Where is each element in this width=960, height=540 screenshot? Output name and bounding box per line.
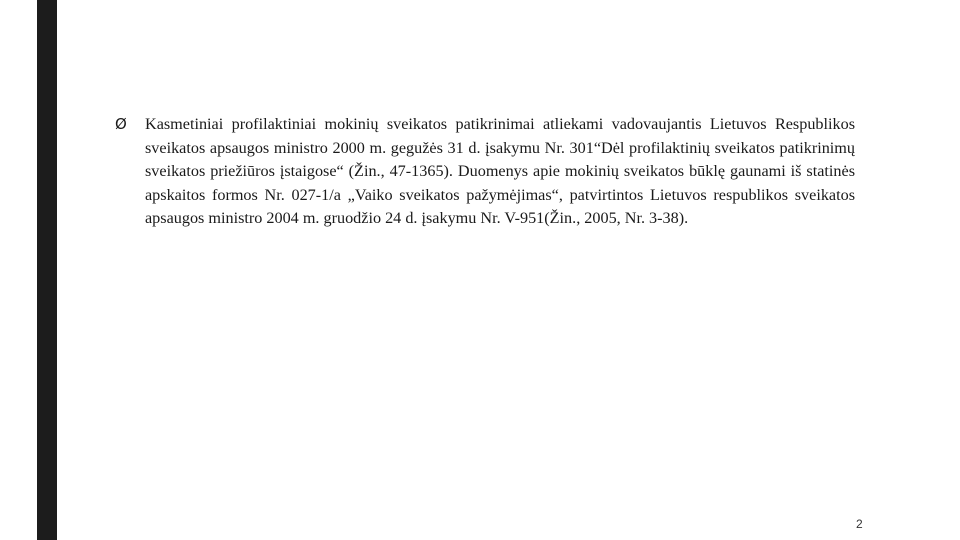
bullet-text: Kasmetiniai profilaktiniai mokinių sveikatos patikrinimai atliekami vadovaujantis Lietuvos Respublikos sveikatos apsaugos ministro 2000 m. gegužės 31 d. įsakymu Nr. 301“Dėl profilaktinių sveikatos patikrinimų sveikatos priežiūros įstaigose“ (Žin., 47-1365). Duomenys apie mokinių sveikatos būklę gaunami iš statinės apskaitos formos Nr. 027-1/a „Vaiko sveikatos pažymėjimas“, patvirtintos Lietuvos respublikos sveikatos apsaugos ministro 2004 m. gruodžio 24 d. įsakymu Nr. V-951(Žin., 2005, Nr. 3-38). (145, 115, 855, 227)
slide-content (115, 113, 855, 231)
left-accent-bar (37, 0, 57, 540)
page-number: 2 (856, 517, 863, 531)
arrow-bullet-icon: Ø (115, 115, 127, 133)
bullet-item (115, 113, 855, 231)
